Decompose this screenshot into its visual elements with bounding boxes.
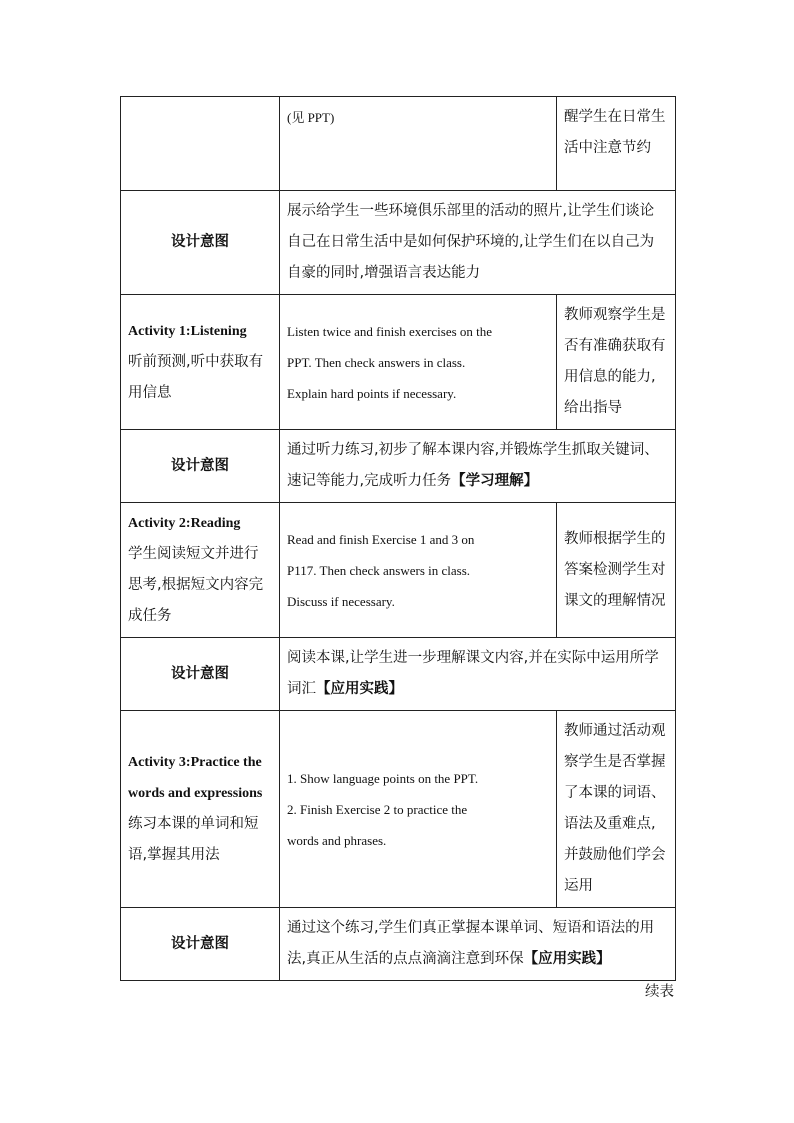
table-row	[121, 711, 676, 908]
competency-tag: 【应用实践】	[316, 681, 403, 697]
design-intent-text: 展示给学生一些环境俱乐部里的活动的照片,让学生们谈论自己在日常生活中是如何保护环境的,让学生们在以自己为自豪的同时,增强语言表达能力	[287, 203, 655, 281]
procedure-cell	[280, 503, 557, 638]
design-intent-content	[280, 430, 676, 503]
teacher-note-cell	[557, 97, 676, 191]
activity-title: Activity 3:Practice the words and expressions	[128, 755, 263, 801]
table-row	[121, 638, 676, 711]
table-row	[121, 503, 676, 638]
table-row	[121, 295, 676, 430]
competency-tag: 【学习理解】	[451, 473, 539, 489]
teacher-note-text: 教师通过活动观察学生是否掌握了本课的词语、语法及重难点,并鼓励他们学会运用	[564, 723, 666, 894]
procedure-line: 1. Show language points on the PPT.	[287, 770, 479, 786]
table-row	[121, 430, 676, 503]
procedure-line: 2. Finish Exercise 2 to practice the	[287, 801, 468, 817]
design-intent-content	[280, 638, 676, 711]
procedure-line: Read and finish Exercise 1 and 3 on	[287, 531, 475, 547]
teacher-note-text: 醒学生在日常生活中注意节约	[564, 109, 666, 156]
design-intent-label: 设计意图	[121, 638, 280, 711]
design-intent-text: 通过听力练习,初步了解本课内容,并锻炼学生抓取关键词、速记等能力,完成听力任务	[287, 442, 659, 489]
lesson-plan-table	[120, 96, 676, 981]
teacher-note-cell	[557, 503, 676, 638]
activity-cell	[121, 503, 280, 638]
activity-title: Activity 1:Listening	[128, 323, 247, 339]
procedure-cell	[280, 711, 557, 908]
activity-description: 听前预测,听中获取有用信息	[128, 353, 264, 401]
empty-cell	[121, 97, 280, 191]
table-row	[121, 97, 676, 191]
design-intent-text: 阅读本课,让学生进一步理解课文内容,并在实际中运用所学词汇	[287, 650, 659, 697]
activity-cell	[121, 711, 280, 908]
table-row	[121, 908, 676, 981]
procedure-line: words and phrases.	[287, 832, 387, 848]
continued-note: 续表	[645, 984, 674, 1000]
procedure-line: PPT. Then check answers in class.	[287, 354, 466, 370]
teacher-note-text: 教师观察学生是否有准确获取有用信息的能力,给出指导	[564, 307, 666, 416]
activity-description: 学生阅读短文并进行思考,根据短文内容完成任务	[128, 546, 264, 624]
competency-tag: 【应用实践】	[523, 951, 611, 967]
procedure-cell	[280, 97, 557, 191]
procedure-line: Explain hard points if necessary.	[287, 385, 457, 401]
teacher-note-text: 教师根据学生的答案检测学生对课文的理解情况	[564, 530, 666, 609]
procedure-line: Listen twice and finish exercises on the	[287, 323, 493, 339]
table-row	[121, 191, 676, 295]
procedure-line: P117. Then check answers in class.	[287, 562, 471, 578]
design-intent-label: 设计意图	[121, 908, 280, 981]
procedure-line: Discuss if necessary.	[287, 593, 395, 609]
activity-description: 练习本课的单词和短语,掌握其用法	[128, 816, 259, 863]
procedure-cell	[280, 295, 557, 430]
design-intent-text: 通过这个练习,学生们真正掌握本课单词、短语和语法的用法,真正从生活的点点滴滴注意到环保	[287, 920, 655, 967]
activity-cell	[121, 295, 280, 430]
design-intent-content	[280, 908, 676, 981]
teacher-note-cell	[557, 711, 676, 908]
procedure-text: (见 PPT)	[287, 110, 335, 125]
activity-title: Activity 2:Reading	[128, 516, 241, 531]
design-intent-content	[280, 191, 676, 295]
design-intent-label: 设计意图	[121, 430, 280, 503]
design-intent-label: 设计意图	[121, 191, 280, 295]
teacher-note-cell	[557, 295, 676, 430]
